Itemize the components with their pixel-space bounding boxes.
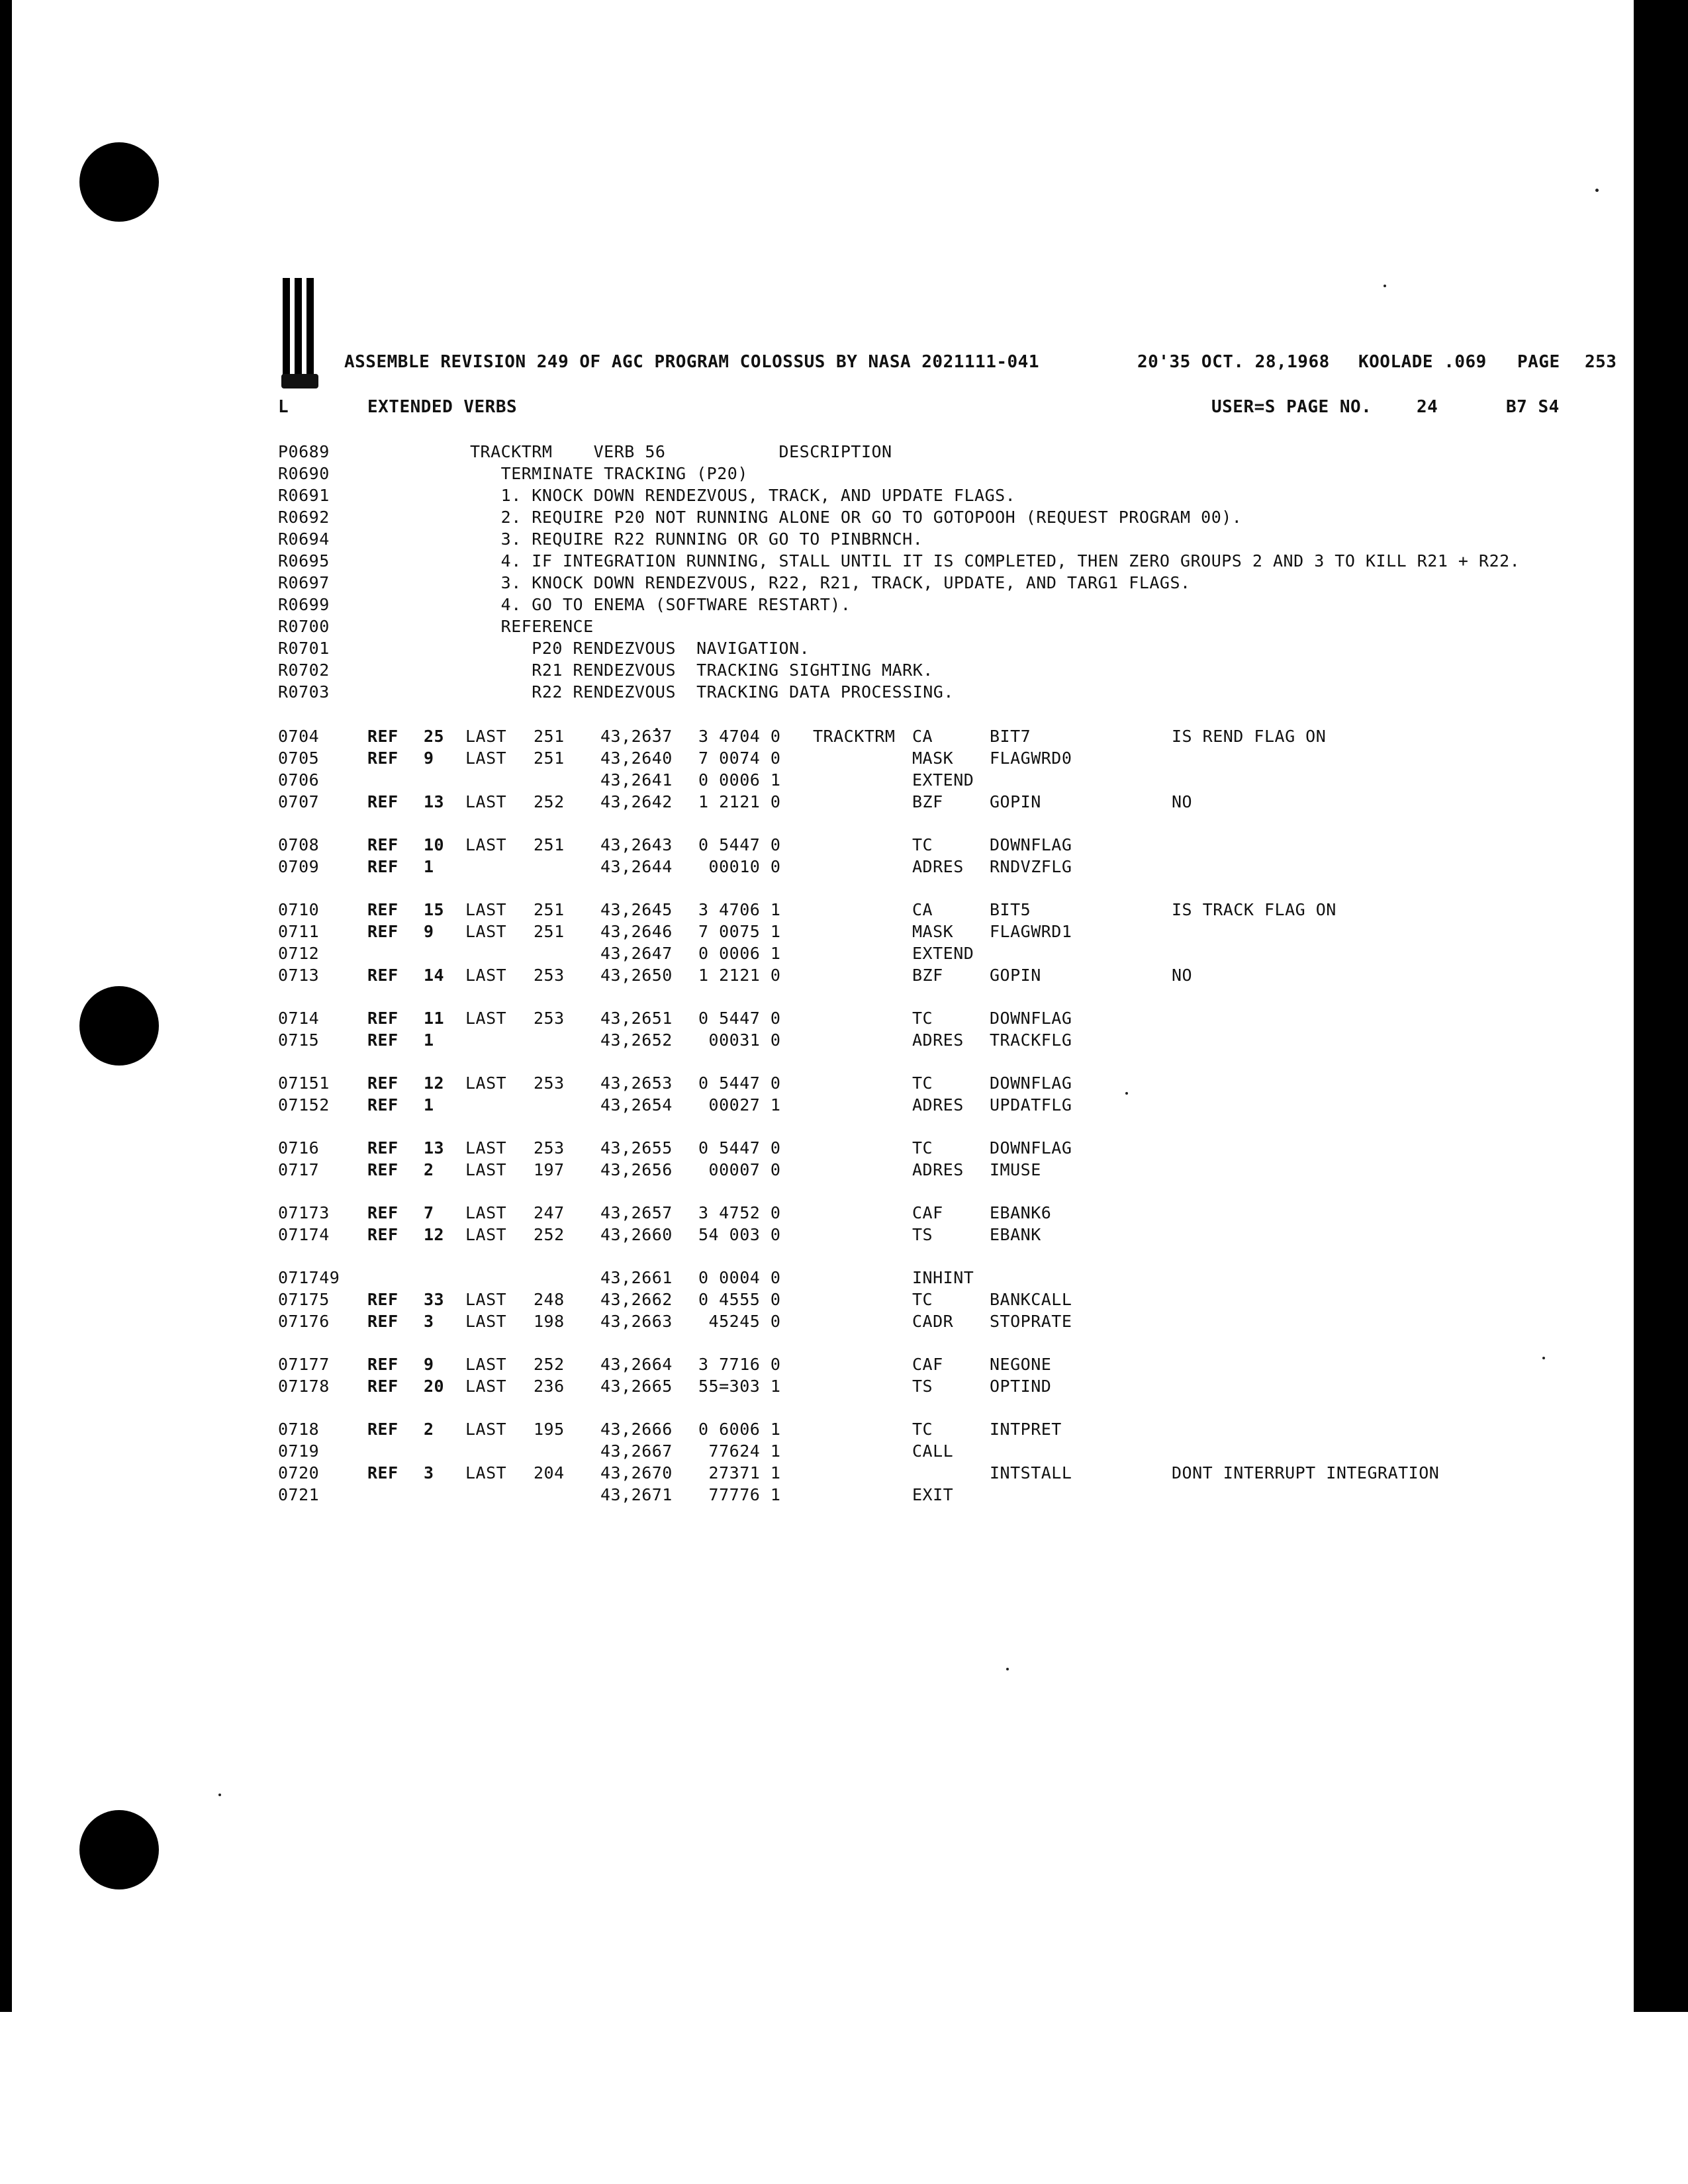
last-page: 247 — [534, 1203, 565, 1222]
ref-marker: REF — [367, 1030, 399, 1050]
last-page: 253 — [534, 1138, 565, 1158]
last-marker: LAST — [465, 1225, 507, 1244]
address: 43,2657 — [600, 1203, 673, 1222]
ref-count: 33 — [424, 1290, 445, 1309]
scan-speck — [1125, 1092, 1128, 1095]
line-number: 0707 — [278, 792, 320, 811]
last-page: 252 — [534, 1355, 565, 1374]
address: 43,2664 — [600, 1355, 673, 1374]
last-page: 252 — [534, 1225, 565, 1244]
comment-text: 2. REQUIRE P20 NOT RUNNING ALONE OR GO TO GOTOPOOH (REQUEST PROGRAM 00). — [470, 508, 1243, 527]
opcode: BZF — [912, 966, 943, 985]
operand: INTPRET — [990, 1420, 1062, 1439]
operand: INTSTALL — [990, 1463, 1072, 1482]
last-marker: LAST — [465, 1009, 507, 1028]
ref-count: 9 — [424, 922, 434, 941]
opcode: ADRES — [912, 1095, 964, 1115]
last-marker: LAST — [465, 922, 507, 941]
comment-text: 3. KNOCK DOWN RENDEZVOUS, R22, R21, TRACK, UPDATE, AND TARG1 FLAGS. — [470, 573, 1191, 592]
octal-word: 0 4555 0 — [698, 1290, 781, 1309]
last-marker: LAST — [465, 900, 507, 919]
line-comment: DONT INTERRUPT INTEGRATION — [1172, 1463, 1440, 1482]
ref-count: 7 — [424, 1203, 434, 1222]
punch-hole-top — [79, 142, 159, 222]
ref-marker: REF — [367, 1138, 399, 1158]
last-page: 251 — [534, 749, 565, 768]
last-marker: LAST — [465, 966, 507, 985]
ref-count: 10 — [424, 835, 445, 854]
ref-count: 25 — [424, 727, 445, 746]
ref-marker: REF — [367, 727, 399, 746]
address: 43,2647 — [600, 944, 673, 963]
last-page: 195 — [534, 1420, 565, 1439]
line-number: 0709 — [278, 857, 320, 876]
ref-marker: REF — [367, 1312, 399, 1331]
comment-line-number: R0699 — [278, 595, 330, 614]
ref-marker: REF — [367, 966, 399, 985]
address: 43,2652 — [600, 1030, 673, 1050]
opcode: CA — [912, 900, 933, 919]
ref-marker: REF — [367, 1355, 399, 1374]
comment-line-number: R0703 — [278, 682, 330, 702]
last-marker: LAST — [465, 1377, 507, 1396]
operand: DOWNFLAG — [990, 835, 1072, 854]
scan-edge-left — [0, 0, 12, 2012]
opcode: EXIT — [912, 1485, 954, 1504]
operand: EBANK6 — [990, 1203, 1052, 1222]
opcode: CAF — [912, 1355, 943, 1374]
opcode: TC — [912, 1138, 933, 1158]
operand: NEGONE — [990, 1355, 1052, 1374]
comment-text: TRACKTRM VERB 56 DESCRIPTION — [470, 442, 892, 461]
octal-word: 00031 0 — [698, 1030, 781, 1050]
last-page: 198 — [534, 1312, 565, 1331]
comment-line-number: R0701 — [278, 639, 330, 658]
comment-text: R21 RENDEZVOUS TRACKING SIGHTING MARK. — [470, 660, 933, 680]
ref-marker: REF — [367, 900, 399, 919]
opcode: TS — [912, 1225, 933, 1244]
line-number: 07177 — [278, 1355, 330, 1374]
corner-code: B7 S4 — [1506, 397, 1560, 417]
last-page: 204 — [534, 1463, 565, 1482]
ref-count: 9 — [424, 749, 434, 768]
operand: GOPIN — [990, 792, 1041, 811]
ref-count: 1 — [424, 857, 434, 876]
users-page-label: USER=S PAGE NO. — [1211, 397, 1372, 417]
octal-word: 0 5447 0 — [698, 1073, 781, 1093]
address: 43,2646 — [600, 922, 673, 941]
operand: UPDATFLG — [990, 1095, 1072, 1115]
opcode: CADR — [912, 1312, 954, 1331]
operand: DOWNFLAG — [990, 1073, 1072, 1093]
comment-line-number: R0694 — [278, 529, 330, 549]
ref-count: 15 — [424, 900, 445, 919]
line-number: 0706 — [278, 770, 320, 790]
ref-count: 3 — [424, 1312, 434, 1331]
operand: TRACKFLG — [990, 1030, 1072, 1050]
address: 43,2645 — [600, 900, 673, 919]
ref-marker: REF — [367, 1420, 399, 1439]
line-number: 0719 — [278, 1441, 320, 1461]
comment-line-number: R0702 — [278, 660, 330, 680]
line-number: 0721 — [278, 1485, 320, 1504]
address: 43,2666 — [600, 1420, 673, 1439]
opcode: CALL — [912, 1441, 954, 1461]
comment-line-number: R0695 — [278, 551, 330, 570]
opcode: TC — [912, 1290, 933, 1309]
scan-speck — [1383, 285, 1386, 287]
last-page: 251 — [534, 835, 565, 854]
operand: BIT5 — [990, 900, 1031, 919]
octal-word: 55=303 1 — [698, 1377, 781, 1396]
address: 43,2640 — [600, 749, 673, 768]
last-page: 248 — [534, 1290, 565, 1309]
operand: STOPRATE — [990, 1312, 1072, 1331]
ref-marker: REF — [367, 749, 399, 768]
comment-line-number: R0690 — [278, 464, 330, 483]
address: 43,2655 — [600, 1138, 673, 1158]
ref-marker: REF — [367, 1009, 399, 1028]
last-page: 253 — [534, 966, 565, 985]
operand: GOPIN — [990, 966, 1041, 985]
opcode: TC — [912, 1073, 933, 1093]
last-page: 252 — [534, 792, 565, 811]
last-marker: LAST — [465, 727, 507, 746]
octal-word: 7 0075 1 — [698, 922, 781, 941]
address: 43,2653 — [600, 1073, 673, 1093]
opcode: CAF — [912, 1203, 943, 1222]
comment-text: REFERENCE — [470, 617, 594, 636]
octal-word: 7 0074 0 — [698, 749, 781, 768]
operand: BANKCALL — [990, 1290, 1072, 1309]
operand: BIT7 — [990, 727, 1031, 746]
opcode: ADRES — [912, 1030, 964, 1050]
octal-word: 0 0006 1 — [698, 770, 781, 790]
scan-speck — [218, 1794, 221, 1796]
address: 43,2661 — [600, 1268, 673, 1287]
page-number: 253 — [1585, 352, 1617, 372]
octal-word: 3 4752 0 — [698, 1203, 781, 1222]
ref-count: 12 — [424, 1073, 445, 1093]
octal-word: 0 6006 1 — [698, 1420, 781, 1439]
octal-word: 1 2121 0 — [698, 966, 781, 985]
last-page: 197 — [534, 1160, 565, 1179]
opcode: CA — [912, 727, 933, 746]
ref-count: 2 — [424, 1420, 434, 1439]
octal-word: 0 5447 0 — [698, 1138, 781, 1158]
ref-marker: REF — [367, 1225, 399, 1244]
address: 43,2650 — [600, 966, 673, 985]
ref-marker: REF — [367, 1160, 399, 1179]
operand: EBANK — [990, 1225, 1041, 1244]
last-marker: LAST — [465, 1160, 507, 1179]
opcode: MASK — [912, 922, 954, 941]
address: 43,2641 — [600, 770, 673, 790]
last-page: 236 — [534, 1377, 565, 1396]
operand: FLAGWRD0 — [990, 749, 1072, 768]
operand: FLAGWRD1 — [990, 922, 1072, 941]
line-number: 0705 — [278, 749, 320, 768]
scan-speck — [1542, 1357, 1545, 1359]
comment-line-number: P0689 — [278, 442, 330, 461]
line-number: 0711 — [278, 922, 320, 941]
octal-word: 00007 0 — [698, 1160, 781, 1179]
last-page: 251 — [534, 727, 565, 746]
line-number: 07176 — [278, 1312, 330, 1331]
octal-word: 3 4706 1 — [698, 900, 781, 919]
line-number: 07175 — [278, 1290, 330, 1309]
last-page: 251 — [534, 900, 565, 919]
address: 43,2667 — [600, 1441, 673, 1461]
address: 43,2670 — [600, 1463, 673, 1482]
line-comment: NO — [1172, 792, 1193, 811]
scan-speck — [1595, 189, 1599, 192]
opcode: ADRES — [912, 857, 964, 876]
address: 43,2651 — [600, 1009, 673, 1028]
last-page: 251 — [534, 922, 565, 941]
line-number: 0712 — [278, 944, 320, 963]
last-marker: LAST — [465, 1463, 507, 1482]
comment-text: P20 RENDEZVOUS NAVIGATION. — [470, 639, 810, 658]
line-number: 07174 — [278, 1225, 330, 1244]
last-marker: LAST — [465, 1290, 507, 1309]
log-section: L — [278, 397, 289, 417]
listing-date: 20'35 OCT. 28,1968 — [1137, 352, 1330, 372]
ref-count: 14 — [424, 966, 445, 985]
line-comment: IS REND FLAG ON — [1172, 727, 1327, 746]
octal-word: 3 4704 0 — [698, 727, 781, 746]
last-marker: LAST — [465, 792, 507, 811]
ref-count: 13 — [424, 792, 445, 811]
line-number: 07152 — [278, 1095, 330, 1115]
octal-word: 0 0006 1 — [698, 944, 781, 963]
comment-line-number: R0700 — [278, 617, 330, 636]
octal-word: 77776 1 — [698, 1485, 781, 1504]
line-number: 07151 — [278, 1073, 330, 1093]
last-marker: LAST — [465, 1073, 507, 1093]
address: 43,2644 — [600, 857, 673, 876]
octal-word: 54 003 0 — [698, 1225, 781, 1244]
octal-word: 45245 0 — [698, 1312, 781, 1331]
scan-speck — [1006, 1668, 1009, 1670]
opcode: TC — [912, 835, 933, 854]
ref-marker: REF — [367, 835, 399, 854]
line-number: 0708 — [278, 835, 320, 854]
ref-count: 20 — [424, 1377, 445, 1396]
punch-hole-middle — [79, 986, 159, 1066]
opcode: TS — [912, 1377, 933, 1396]
address: 43,2643 — [600, 835, 673, 854]
octal-word: 1 2121 0 — [698, 792, 781, 811]
opcode: TC — [912, 1009, 933, 1028]
ref-marker: REF — [367, 922, 399, 941]
address: 43,2660 — [600, 1225, 673, 1244]
line-number: 0715 — [278, 1030, 320, 1050]
comment-text: 1. KNOCK DOWN RENDEZVOUS, TRACK, AND UPDATE FLAGS. — [470, 486, 1016, 505]
page-label: PAGE — [1517, 352, 1560, 372]
address: 43,2671 — [600, 1485, 673, 1504]
last-marker: LAST — [465, 749, 507, 768]
line-number: 071749 — [278, 1268, 340, 1287]
users-page-number: 24 — [1417, 397, 1438, 417]
comment-text: 3. REQUIRE R22 RUNNING OR GO TO PINBRNCH. — [470, 529, 923, 549]
ref-count: 1 — [424, 1095, 434, 1115]
ref-count: 11 — [424, 1009, 445, 1028]
ref-count: 13 — [424, 1138, 445, 1158]
line-number: 0713 — [278, 966, 320, 985]
opcode: ADRES — [912, 1160, 964, 1179]
address: 43,2663 — [600, 1312, 673, 1331]
octal-word: 0 5447 0 — [698, 1009, 781, 1028]
koolade-version: KOOLADE .069 — [1358, 352, 1487, 372]
comment-text: TERMINATE TRACKING (P20) — [470, 464, 748, 483]
last-page: 253 — [534, 1073, 565, 1093]
opcode: MASK — [912, 749, 954, 768]
opcode: TC — [912, 1420, 933, 1439]
ref-count: 3 — [424, 1463, 434, 1482]
line-number: 0716 — [278, 1138, 320, 1158]
printer-marker-icon — [281, 278, 318, 390]
opcode: INHINT — [912, 1268, 974, 1287]
operand: RNDVZFLG — [990, 857, 1072, 876]
operand: IMUSE — [990, 1160, 1041, 1179]
comment-line-number: R0697 — [278, 573, 330, 592]
octal-word: 3 7716 0 — [698, 1355, 781, 1374]
octal-word: 00027 1 — [698, 1095, 781, 1115]
line-number: 0718 — [278, 1420, 320, 1439]
last-marker: LAST — [465, 1203, 507, 1222]
octal-word: 00010 0 — [698, 857, 781, 876]
operand: DOWNFLAG — [990, 1009, 1072, 1028]
comment-text: 4. GO TO ENEMA (SOFTWARE RESTART). — [470, 595, 851, 614]
comment-text: R22 RENDEZVOUS TRACKING DATA PROCESSING. — [470, 682, 954, 702]
listing-title: ASSEMBLE REVISION 249 OF AGC PROGRAM COLOSSUS BY NASA 2021111-041 — [344, 352, 1039, 372]
address: 43,2642 — [600, 792, 673, 811]
section-title: EXTENDED VERBS — [367, 397, 518, 417]
line-number: 0714 — [278, 1009, 320, 1028]
address: 43,2656 — [600, 1160, 673, 1179]
octal-word: 0 0004 0 — [698, 1268, 781, 1287]
ref-count: 1 — [424, 1030, 434, 1050]
line-number: 07178 — [278, 1377, 330, 1396]
punch-hole-bottom — [79, 1810, 159, 1889]
line-number: 0717 — [278, 1160, 320, 1179]
octal-word: 27371 1 — [698, 1463, 781, 1482]
ref-marker: REF — [367, 1073, 399, 1093]
last-page: 253 — [534, 1009, 565, 1028]
line-number: 0720 — [278, 1463, 320, 1482]
comment-line-number: R0691 — [278, 486, 330, 505]
operand: DOWNFLAG — [990, 1138, 1072, 1158]
scan-edge-right — [1634, 0, 1688, 2012]
line-comment: IS TRACK FLAG ON — [1172, 900, 1336, 919]
line-comment: NO — [1172, 966, 1193, 985]
address: 43,2662 — [600, 1290, 673, 1309]
last-marker: LAST — [465, 1138, 507, 1158]
label: TRACKTRM — [813, 727, 896, 746]
comment-line-number: R0692 — [278, 508, 330, 527]
address: 43,2637 — [600, 727, 673, 746]
opcode: BZF — [912, 792, 943, 811]
last-marker: LAST — [465, 1312, 507, 1331]
line-number: 0704 — [278, 727, 320, 746]
last-marker: LAST — [465, 1420, 507, 1439]
address: 43,2654 — [600, 1095, 673, 1115]
address: 43,2665 — [600, 1377, 673, 1396]
ref-count: 9 — [424, 1355, 434, 1374]
ref-marker: REF — [367, 1290, 399, 1309]
ref-marker: REF — [367, 1095, 399, 1115]
opcode: EXTEND — [912, 770, 974, 790]
line-number: 07173 — [278, 1203, 330, 1222]
ref-marker: REF — [367, 857, 399, 876]
ref-count: 2 — [424, 1160, 434, 1179]
operand: OPTIND — [990, 1377, 1052, 1396]
ref-marker: REF — [367, 792, 399, 811]
opcode: EXTEND — [912, 944, 974, 963]
ref-marker: REF — [367, 1463, 399, 1482]
last-marker: LAST — [465, 1355, 507, 1374]
line-number: 0710 — [278, 900, 320, 919]
ref-count: 12 — [424, 1225, 445, 1244]
ref-marker: REF — [367, 1377, 399, 1396]
last-marker: LAST — [465, 835, 507, 854]
ref-marker: REF — [367, 1203, 399, 1222]
octal-word: 77624 1 — [698, 1441, 781, 1461]
octal-word: 0 5447 0 — [698, 835, 781, 854]
comment-text: 4. IF INTEGRATION RUNNING, STALL UNTIL IT IS COMPLETED, THEN ZERO GROUPS 2 AND 3 TO KILL R21 + R22. — [470, 551, 1521, 570]
